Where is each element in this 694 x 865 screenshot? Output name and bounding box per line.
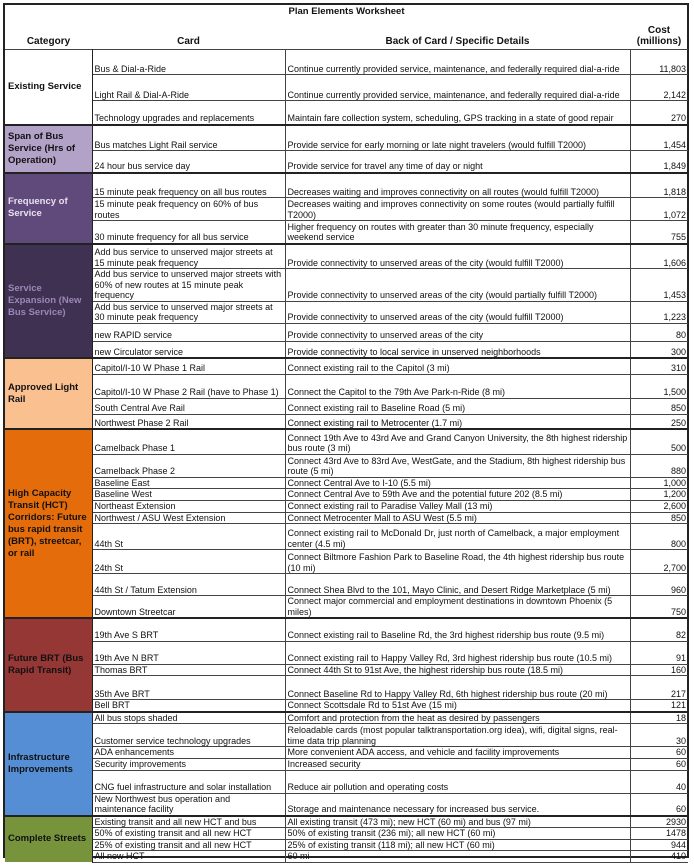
details-cell: Provide service for travel any time of day or night	[285, 151, 630, 173]
card-cell: 19th Ave S BRT	[92, 618, 285, 641]
cost-cell: 18	[630, 712, 688, 724]
table-row	[5, 676, 688, 700]
table-row	[5, 198, 688, 221]
table-row	[5, 374, 688, 398]
cost-cell: 1,453	[630, 269, 688, 302]
category-cell: Existing Service	[5, 50, 92, 125]
details-cell: Connect Shea Blvd to the 101, Mayo Clinic, and Desert Ridge Marketplace (5 mi)	[285, 574, 630, 596]
cost-cell: 500	[630, 429, 688, 454]
header-cost	[630, 20, 688, 50]
worksheet-title: Plan Elements Worksheet	[288, 6, 405, 18]
table-body	[5, 50, 688, 863]
table-row	[5, 793, 688, 816]
details-cell: Connect the Capitol to the 79th Ave Park-n-Ride (8 mi)	[285, 374, 630, 398]
table-row	[5, 512, 688, 524]
card-cell: Add bus service to unserved major streets at 15 minute peak frequency	[92, 244, 285, 269]
cost-cell: 800	[630, 524, 688, 550]
details-cell: 50% of existing transit (236 mi); all new HCT (60 mi)	[285, 828, 630, 840]
table-row	[5, 816, 688, 828]
details-cell: Connect 44th St to 91st Ave, the highest ridership bus route (18.5 mi)	[285, 664, 630, 676]
table-row	[5, 839, 688, 851]
cost-cell: 1,072	[630, 198, 688, 221]
cost-cell: 1,818	[630, 173, 688, 198]
table-row	[5, 125, 688, 151]
table-row	[5, 724, 688, 747]
table-row	[5, 770, 688, 793]
card-cell: Add bus service to unserved major streets with 60% of new routes at 15 minute peak frequency	[92, 269, 285, 302]
cost-cell: 60	[630, 747, 688, 759]
cost-cell: 960	[630, 574, 688, 596]
cost-cell: 82	[630, 618, 688, 641]
card-cell: All bus stops shaded	[92, 712, 285, 724]
details-cell: Provide connectivity to unserved areas of the city (would fulfill T2000)	[285, 244, 630, 269]
table-row	[5, 244, 688, 269]
cost-cell: 80	[630, 323, 688, 341]
cost-cell: 1,223	[630, 301, 688, 323]
card-cell: Customer service technology upgrades	[92, 724, 285, 747]
details-cell: Connect existing rail to Baseline Rd, the 3rd highest ridership bus route (9.5 mi)	[285, 618, 630, 641]
details-cell: Provide connectivity to unserved areas of the city (would partially fulfill T2000)	[285, 269, 630, 302]
category-cell: Complete Streets	[5, 816, 92, 863]
cost-cell: 1,000	[630, 477, 688, 489]
card-cell: Add bus service to unserved major streets at 30 minute peak frequency	[92, 301, 285, 323]
details-cell: More convenient ADA access, and vehicle and facility improvements	[285, 747, 630, 759]
card-cell: Capitol/I-10 W Phase 2 Rail (have to Phase 1)	[92, 374, 285, 398]
details-cell: 25% of existing transit (118 mi); all new HCT (60 mi)	[285, 839, 630, 851]
table-row	[5, 664, 688, 676]
table-row	[5, 398, 688, 414]
card-cell: Technology upgrades and replacements	[92, 101, 285, 125]
card-cell: Bus & Dial-a-Ride	[92, 50, 285, 75]
details-cell: Storage and maintenance necessary for increased bus service.	[285, 793, 630, 816]
category-cell: Frequency of Service	[5, 173, 92, 244]
plan-elements-table	[5, 5, 688, 863]
card-cell: Bus matches Light Rail service	[92, 125, 285, 151]
table-row	[5, 500, 688, 512]
details-cell: Connect Central Ave to 59th Ave and the potential future 202 (8.5 mi)	[285, 489, 630, 501]
table-row	[5, 429, 688, 454]
details-cell: Provide connectivity to local service in unserved neighborhoods	[285, 341, 630, 358]
details-cell: Connect existing rail to McDonald Dr, just north of Camelback, a major employment center (4.5 mi)	[285, 524, 630, 550]
details-cell: Connect existing rail to Paradise Valley Mall (13 mi)	[285, 500, 630, 512]
card-cell: South Central Ave Rail	[92, 398, 285, 414]
table-row	[5, 596, 688, 619]
cost-cell: 1,849	[630, 151, 688, 173]
cost-cell: 1,200	[630, 489, 688, 501]
card-cell: 15 minute peak frequency on 60% of bus routes	[92, 198, 285, 221]
details-cell: Connect 43rd Ave to 83rd Ave, WestGate, and the Stadium, 8th highest ridership bus route (5 mi)	[285, 454, 630, 477]
details-cell: Reloadable cards (most popular talktransportation.org idea), wifi, digital signs, real-time data trip planning	[285, 724, 630, 747]
cost-cell: 300	[630, 341, 688, 358]
cost-cell: 310	[630, 358, 688, 374]
card-cell: new RAPID service	[92, 323, 285, 341]
table-row	[5, 414, 688, 429]
cost-cell: 2930	[630, 816, 688, 828]
card-cell: Northwest / ASU West Extension	[92, 512, 285, 524]
card-cell: 19th Ave N BRT	[92, 641, 285, 664]
header-card: Card	[177, 35, 200, 47]
details-cell: Connect major commercial and employment destinations in downtown Phoenix (5 miles)	[285, 596, 630, 619]
cost-cell: 30	[630, 724, 688, 747]
details-cell: Connect Scottsdale Rd to 51st Ave (15 mi)	[285, 700, 630, 712]
card-cell: 44th St / Tatum Extension	[92, 574, 285, 596]
category-cell: Infrastructure Improvements	[5, 712, 92, 816]
category-cell: Approved Light Rail	[5, 358, 92, 429]
cost-cell: 1,500	[630, 374, 688, 398]
details-cell: Continue currently provided service, maintenance, and federally required dial-a-ride	[285, 75, 630, 101]
details-cell: Provide connectivity to unserved areas of the city (would fulfill T2000)	[285, 301, 630, 323]
card-cell: Capitol/I-10 W Phase 1 Rail	[92, 358, 285, 374]
table-row	[5, 477, 688, 489]
cost-cell: 2,700	[630, 550, 688, 574]
cost-cell: 944	[630, 839, 688, 851]
cost-cell: 2,600	[630, 500, 688, 512]
card-cell: ADA enhancements	[92, 747, 285, 759]
table-row	[5, 269, 688, 302]
card-cell: Light Rail & Dial-A-Ride	[92, 75, 285, 101]
cost-cell: 880	[630, 454, 688, 477]
details-cell: Connect existing rail to Happy Valley Rd, 3rd highest ridership bus route (10.5 mi)	[285, 641, 630, 664]
card-cell: 24 hour bus service day	[92, 151, 285, 173]
details-cell: Connect 19th Ave to 43rd Ave and Grand Canyon University, the 8th highest ridership bus route (3 mi)	[285, 429, 630, 454]
card-cell: Northwest Phase 2 Rail	[92, 414, 285, 429]
card-cell: Northeast Extension	[92, 500, 285, 512]
table-row	[5, 173, 688, 198]
card-cell: CNG fuel infrastructure and solar installation	[92, 770, 285, 793]
details-cell: Provide service for early morning or late night travelers (would fulfill T2000)	[285, 125, 630, 151]
card-cell: All new HCT	[92, 851, 285, 863]
card-cell: 24th St	[92, 550, 285, 574]
card-cell: 35th Ave BRT	[92, 676, 285, 700]
details-cell: Connect existing rail to Baseline Road (5 mi)	[285, 398, 630, 414]
card-cell: Bell BRT	[92, 700, 285, 712]
table-row	[5, 301, 688, 323]
card-cell: 50% of existing transit and all new HCT	[92, 828, 285, 840]
table-row	[5, 700, 688, 712]
details-cell: Decreases waiting and improves connectivity on all routes (would fulfill T2000)	[285, 173, 630, 198]
card-cell: Baseline East	[92, 477, 285, 489]
category-cell: Span of Bus Service (Hrs of Operation)	[5, 125, 92, 173]
cost-cell: 410	[630, 851, 688, 863]
cost-cell: 1,454	[630, 125, 688, 151]
card-cell: 15 minute peak frequency on all bus routes	[92, 173, 285, 198]
header-details: Back of Card / Specific Details	[385, 35, 530, 47]
table-row	[5, 75, 688, 101]
cost-cell: 160	[630, 664, 688, 676]
cost-cell: 121	[630, 700, 688, 712]
table-row	[5, 747, 688, 759]
table-row	[5, 524, 688, 550]
category-cell: Service Expansion (New Bus Service)	[5, 244, 92, 359]
card-cell: Baseline West	[92, 489, 285, 501]
details-cell: Connect Biltmore Fashion Park to Baseline Road, the 4th highest ridership bus route (10 mi)	[285, 550, 630, 574]
cost-cell: 850	[630, 512, 688, 524]
cost-cell: 2,142	[630, 75, 688, 101]
card-cell: Thomas BRT	[92, 664, 285, 676]
card-cell: Downtown Streetcar	[92, 596, 285, 619]
card-cell: Camelback Phase 2	[92, 454, 285, 477]
details-cell: Connect existing rail to Metrocenter (1.7 mi)	[285, 414, 630, 429]
table-row	[5, 574, 688, 596]
table-row	[5, 489, 688, 501]
category-cell: High Capacity Transit (HCT) Corridors: Future bus rapid transit (BRT), streetcar, or rail	[5, 429, 92, 618]
cost-cell: 850	[630, 398, 688, 414]
details-cell: Provide connectivity to unserved areas of the city	[285, 323, 630, 341]
table-row	[5, 454, 688, 477]
header-category: Category	[26, 35, 71, 47]
card-cell: New Northwest bus operation and maintenance facility	[92, 793, 285, 816]
cost-cell: 60	[630, 793, 688, 816]
table-row	[5, 550, 688, 574]
header-cost-line2: (millions)	[636, 35, 682, 47]
cost-cell: 217	[630, 676, 688, 700]
details-cell: Connect Metrocenter Mall to ASU West (5.5 mi)	[285, 512, 630, 524]
cost-cell: 60	[630, 758, 688, 770]
details-cell: All existing transit (473 mi); new HCT (60 mi) and bus (97 mi)	[285, 816, 630, 828]
category-cell: Future BRT (Bus Rapid Transit)	[5, 618, 92, 712]
details-cell: Reduce air pollution and operating costs	[285, 770, 630, 793]
card-cell: new Circulator service	[92, 341, 285, 358]
details-cell: 60 mi	[285, 851, 630, 863]
details-cell: Comfort and protection from the heat as desired by passengers	[285, 712, 630, 724]
card-cell: 44th St	[92, 524, 285, 550]
details-cell: Decreases waiting and improves connectivity on some routes (would partially fulfill T2000)	[285, 198, 630, 221]
table-row	[5, 828, 688, 840]
table-row	[5, 101, 688, 125]
card-cell: 30 minute frequency for all bus service	[92, 221, 285, 244]
card-cell: Existing transit and all new HCT and bus	[92, 816, 285, 828]
card-cell: Camelback Phase 1	[92, 429, 285, 454]
table-row	[5, 50, 688, 75]
cost-cell: 91	[630, 641, 688, 664]
table-row	[5, 221, 688, 244]
cost-cell: 1,606	[630, 244, 688, 269]
details-cell: Connect Baseline Rd to Happy Valley Rd, 6th highest ridership bus route (20 mi)	[285, 676, 630, 700]
table-row	[5, 758, 688, 770]
cost-cell: 755	[630, 221, 688, 244]
cost-cell: 270	[630, 101, 688, 125]
card-cell: 25% of existing transit and all new HCT	[92, 839, 285, 851]
table-row	[5, 358, 688, 374]
details-cell: Connect Central Ave to I-10 (5.5 mi)	[285, 477, 630, 489]
details-cell: Increased security	[285, 758, 630, 770]
table-row	[5, 341, 688, 358]
details-cell: Maintain fare collection system, scheduling, GPS tracking in a state of good repair	[285, 101, 630, 125]
cost-cell: 750	[630, 596, 688, 619]
header-cost-line1: Cost	[647, 25, 671, 36]
table-row	[5, 641, 688, 664]
table-row	[5, 323, 688, 341]
details-cell: Higher frequency on routes with greater than 30 minute frequency, especially weekend service	[285, 221, 630, 244]
table-row	[5, 712, 688, 724]
table-row	[5, 618, 688, 641]
table-row	[5, 851, 688, 863]
details-cell: Continue currently provided service, maintenance, and federally required dial-a-ride	[285, 50, 630, 75]
cost-cell: 250	[630, 414, 688, 429]
card-cell: Security improvements	[92, 758, 285, 770]
details-cell: Connect existing rail to the Capitol (3 mi)	[285, 358, 630, 374]
cost-cell: 11,803	[630, 50, 688, 75]
cost-cell: 1478	[630, 828, 688, 840]
cost-cell: 40	[630, 770, 688, 793]
table-row	[5, 151, 688, 173]
